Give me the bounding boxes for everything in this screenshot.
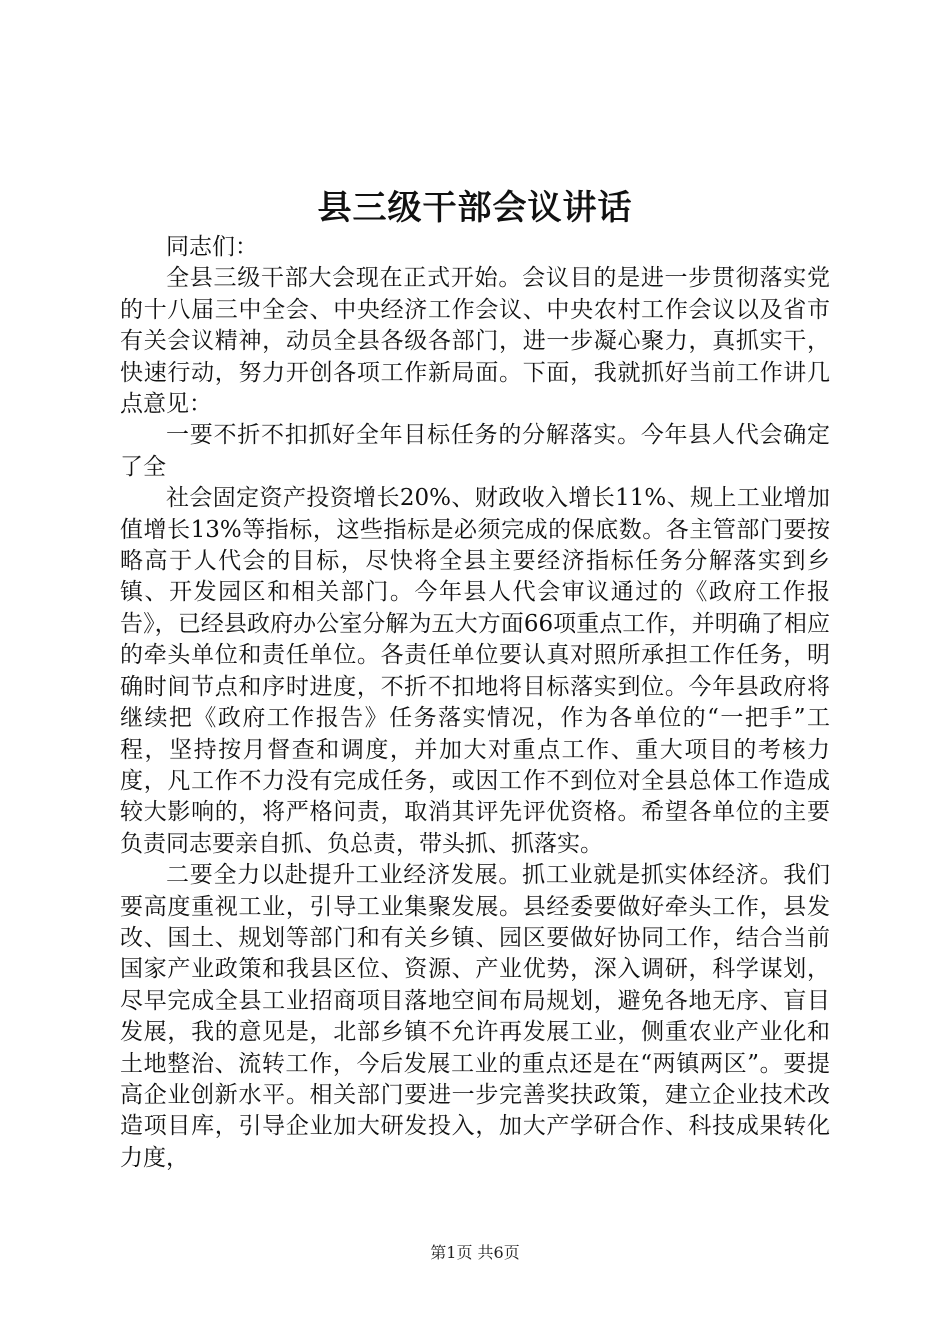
document-title: 县三级干部会议讲话 [317, 188, 633, 228]
body-paragraph: 二要全力以赴提升工业经济发展。抓工业就是抓实体经济。我们要高度重视工业，引导工业集聚发展。县经委要做好牵头工作，县发改、国土、规划等部门和有关乡镇、园区要做好协同工作，结合当前国家产业政策和我县区位、资源、产业优势，深入调研，科学谋划，尽早完成全县工业招商项目落地空间布局规划，避免各地无序、盲目发展，我的意见是，北部乡镇不允许再发展工业，侧重农业产业化和土地整治、流转工作，今后发展工业的重点还是在“两镇两区”。要提高企业创新水平。相关部门要进一步完善奖扶政策，建立企业技术改造项目库，引导企业加大研发投入，加大产学研合作、科技成果转化力度， [120, 862, 830, 1171]
body-paragraph: 一要不折不扣抓好全年目标任务的分解落实。今年县人代会确定了全 [120, 422, 830, 480]
body-paragraph: 全县三级干部大会现在正式开始。会议目的是进一步贯彻落实党的十八届三中全会、中央经济工作会议、中央农村工作会议以及省市有关会议精神，动员全县各级各部门，进一步凝心聚力，真抓实干，快速行动，努力开创各项工作新局面。下面，我就抓好当前工作讲几点意见： [120, 265, 830, 418]
page-footer: 第1页 共6页 [430, 1243, 520, 1262]
salutation-paragraph: 同志们： [166, 234, 258, 260]
document-body [120, 232, 830, 1174]
body-paragraph: 社会固定资产投资增长20%、财政收入增长11%、规上工业增加值增长13%等指标，这些指标是必须完成的保底数。各主管部门要按略高于人代会的目标，尽快将全县主要经济指标任务分解落实到乡镇、开发园区和相关部门。今年县人代会审议通过的《政府工作报告》，已经县政府办公室分解为五大方面66项重点工作，并明确了相应的牵头单位和责任单位。各责任单位要认真对照所承担工作任务，明确时间节点和序时进度，不折不扣地将目标落实到位。今年县政府将继续把《政府工作报告》任务落实情况，作为各单位的“一把手”工程，坚持按月督查和调度，并加大对重点工作、重大项目的考核力度，凡工作不力没有完成任务，或因工作不到位对全县总体工作造成较大影响的，将严格问责，取消其评先评优资格。希望各单位的主要负责同志要亲自抓、负总责，带头抓、抓落实。 [120, 485, 830, 857]
